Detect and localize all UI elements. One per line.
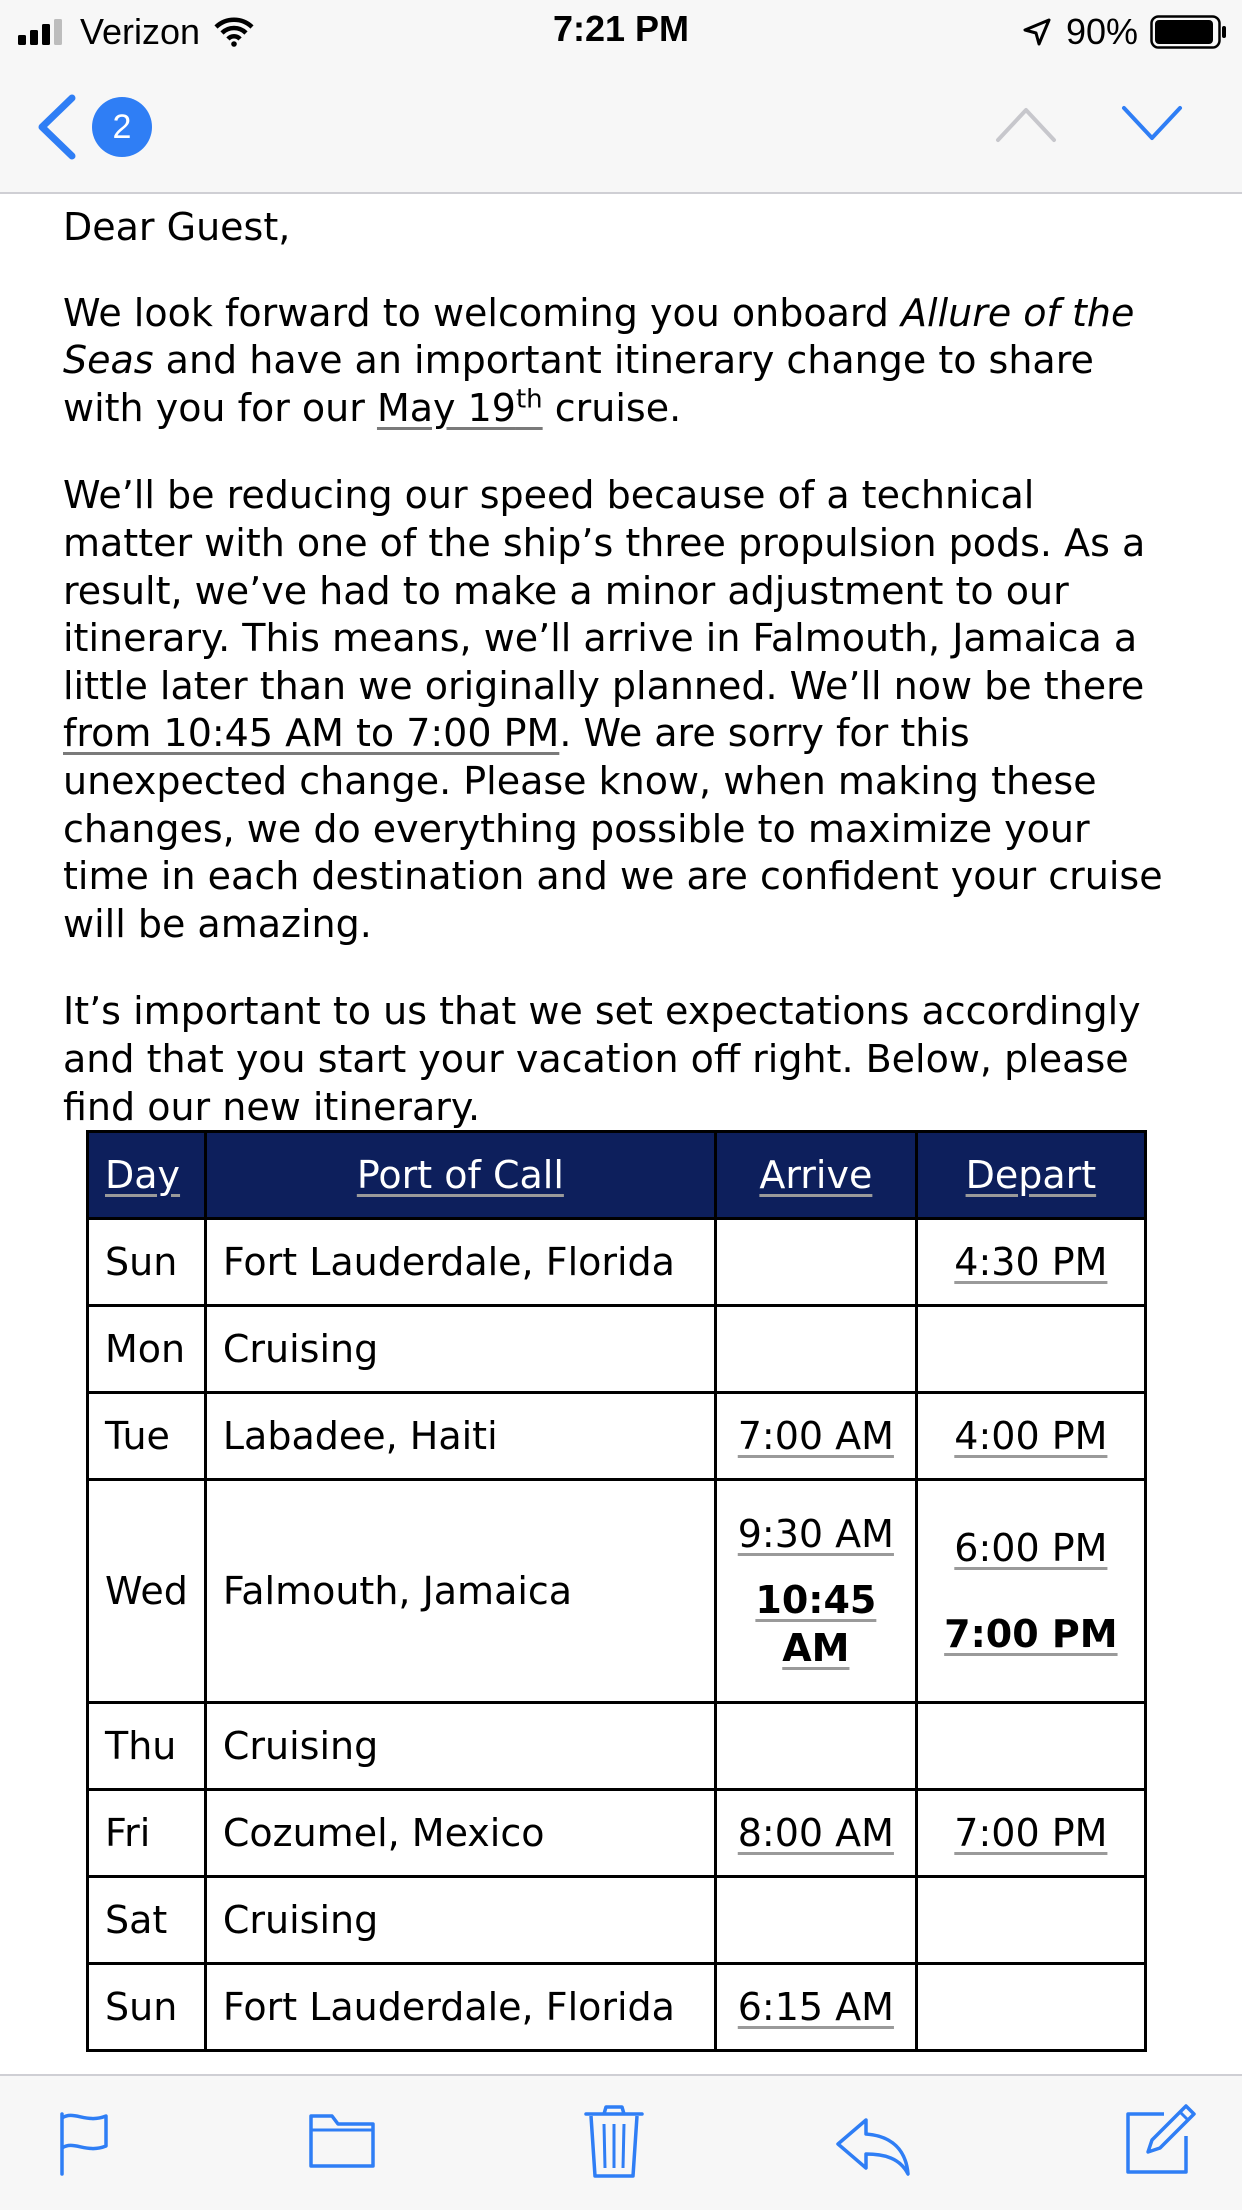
table-row	[88, 1219, 1146, 1306]
cell-arrive	[715, 1219, 916, 1306]
itinerary-table	[86, 1130, 1147, 2052]
flag-icon[interactable]	[56, 2110, 116, 2176]
trash-icon[interactable]	[584, 2104, 644, 2180]
cell-arrive[interactable]: 7:00 AM	[715, 1393, 916, 1480]
new-times-link[interactable]: from 10:45 AM to 7:00 PM	[63, 711, 560, 756]
cell-day: Sun	[88, 1964, 206, 2051]
cell-day: Thu	[88, 1703, 206, 1790]
paragraph-expectations: It’s important to us that we set expectations accordingly and that you start your vacation off right. Below, please find our new itinerary.	[63, 989, 1141, 1129]
compose-icon[interactable]	[1124, 2102, 1198, 2176]
depart-old-time[interactable]: 6:00 PM	[954, 1526, 1108, 1570]
cell-port: Cozumel, Mexico	[205, 1790, 715, 1877]
cell-depart	[916, 1306, 1145, 1393]
depart-new-time[interactable]: 7:00 PM	[944, 1612, 1118, 1656]
cell-port: Fort Lauderdale, Florida	[205, 1964, 715, 2051]
cell-arrive	[715, 1306, 916, 1393]
cell-port: Labadee, Haiti	[205, 1393, 715, 1480]
cell-day: Wed	[88, 1480, 206, 1703]
cell-depart[interactable]: 4:00 PM	[916, 1393, 1145, 1480]
cell-port: Falmouth, Jamaica	[205, 1480, 715, 1703]
status-right	[1022, 10, 1228, 54]
table-row	[88, 1964, 1146, 2051]
battery-percent: 90%	[1065, 11, 1138, 52]
arrive-old-time[interactable]: 9:30 AM	[737, 1512, 894, 1556]
cell-arrive[interactable]: 6:15 AM	[715, 1964, 916, 2051]
header-depart: Depart	[916, 1132, 1145, 1219]
cell-arrive	[715, 1877, 916, 1964]
header-port: Port of Call	[205, 1132, 715, 1219]
cell-arrive[interactable]: 8:00 AM	[715, 1790, 916, 1877]
cell-depart	[916, 1964, 1145, 2051]
paragraph-intro	[63, 290, 1173, 433]
cell-port: Cruising	[205, 1877, 715, 1964]
cell-depart	[916, 1703, 1145, 1790]
change-text-a: We’ll be reducing our speed because of a technical matter with one of the ship’s three propulsion pods. As a result, we’ve had to make a minor adjustment to our itinerary. This means, we’ll arrive in Falmouth, Jamaica a little later than we originally planned. We’ll now be there	[63, 473, 1146, 708]
cell-port: Cruising	[205, 1703, 715, 1790]
header-day: Day	[88, 1132, 206, 1219]
intro-text-a: We look forward to welcoming you onboard	[63, 290, 902, 335]
table-row	[88, 1877, 1146, 1964]
cell-port: Fort Lauderdale, Florida	[205, 1219, 715, 1306]
table-row-changed	[88, 1480, 1146, 1703]
table-row	[88, 1306, 1146, 1393]
bottom-toolbar	[0, 2074, 1242, 2210]
back-chevron-icon[interactable]	[34, 94, 78, 160]
cell-depart	[916, 1877, 1145, 1964]
ship-name: Allure of the Seas	[63, 290, 1135, 383]
paragraph-change	[63, 472, 1173, 948]
header-arrive: Arrive	[715, 1132, 916, 1219]
cell-day: Fri	[88, 1790, 206, 1877]
table-row	[88, 1703, 1146, 1790]
up-chevron-icon[interactable]	[994, 104, 1058, 144]
email-body	[63, 194, 1173, 1171]
status-time: 7:21 PM	[552, 8, 690, 49]
reply-icon[interactable]	[834, 2116, 912, 2176]
nav-bar	[0, 64, 1242, 194]
battery-icon	[1150, 15, 1228, 49]
table-row	[88, 1393, 1146, 1480]
cell-depart[interactable]: 4:30 PM	[916, 1219, 1145, 1306]
cell-arrive	[715, 1703, 916, 1790]
cell-port: Cruising	[205, 1306, 715, 1393]
greeting: Dear Guest,	[63, 205, 291, 249]
cell-depart[interactable]: 7:00 PM	[916, 1790, 1145, 1877]
change-text-b: . We are sorry for this unexpected change. Please know, when making these changes, we do everything possible to maximize your time in each destination and we are confident your cruise will be amazing.	[63, 711, 1163, 946]
down-chevron-icon[interactable]	[1120, 104, 1184, 144]
cell-day: Tue	[88, 1393, 206, 1480]
arrive-new-time[interactable]: 10:45 AM	[755, 1578, 877, 1670]
cell-day: Sun	[88, 1219, 206, 1306]
cell-arrive[interactable]	[715, 1480, 916, 1703]
cell-day: Sat	[88, 1877, 206, 1964]
cell-day: Mon	[88, 1306, 206, 1393]
location-arrow-icon	[1022, 17, 1052, 47]
carrier-name: Verizon	[80, 11, 201, 52]
intro-text-c: cruise.	[542, 385, 682, 430]
status-bar	[0, 0, 1242, 64]
cell-depart[interactable]	[916, 1480, 1145, 1703]
folder-icon[interactable]	[308, 2110, 376, 2170]
table-header-row	[88, 1132, 1146, 1219]
cruise-date-link[interactable]: May 19th	[376, 384, 543, 430]
table-row	[88, 1790, 1146, 1877]
intro-text-b: and have an important itinerary change to share with you for our	[63, 338, 1094, 430]
unread-count-badge[interactable]: 2	[92, 97, 152, 157]
